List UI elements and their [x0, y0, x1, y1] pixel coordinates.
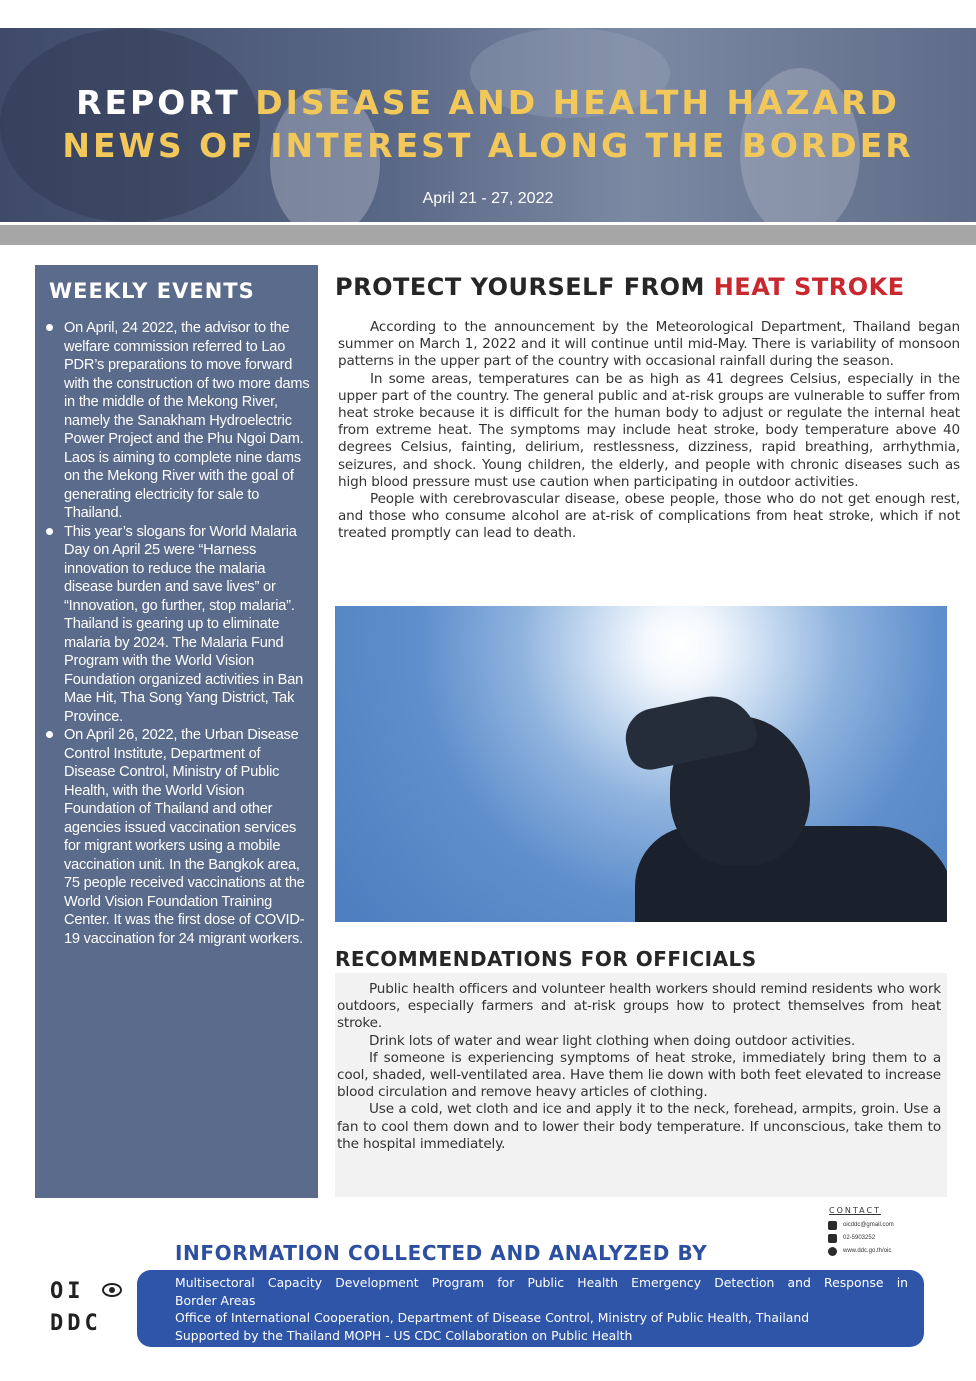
footer-heading: INFORMATION COLLECTED AND ANALYZED BY: [175, 1241, 708, 1265]
header-banner: [0, 28, 976, 222]
report-title-word: REPORT: [76, 83, 241, 122]
contact-phone-row: [828, 1232, 875, 1244]
footer-line: Supported by the Thailand MOPH - US CDC Collaboration on Public Health: [175, 1327, 633, 1343]
recommendation-paragraph: Public health officers and volunteer health workers should remind residents who work outdoors, especially farmers and at-risk groups how to protect themselves from heat stroke.: [337, 981, 941, 1032]
logo-text-top: OI: [50, 1279, 85, 1304]
weekly-events-panel: [35, 265, 318, 1198]
contact-email-row: [828, 1219, 894, 1231]
article-paragraph: People with cerebrovascular disease, obese people, those who do not get enough rest, and those who consume alcohol are at-risk of complications from heat stroke, which if not treated promptly can lead to death.: [338, 491, 960, 542]
contact-phone: 02-5903252: [843, 1235, 876, 1241]
article-paragraph: According to the announcement by the Meteorological Department, Thailand began summer on March 1, 2022 and it will continue until mid-May. There is variability of monsoon patterns in the upper part of the country with occasional rainfall during the season.: [338, 319, 960, 370]
header-divider-bar: [0, 225, 976, 245]
list-item: This year’s slogans for World Malaria Day on April 25 were “Harness innovation to reduce the malaria disease burden and save lives” or “Innovation, go further, stop malaria”. Thailand is gearing up to eliminate malaria by 2024. The Malaria Fund Program with the World Vision Foundation organized activities in Ban Mae Hit, Tha Song Yang District, Tak Province.: [45, 523, 313, 727]
recommendations-box: [335, 973, 947, 1197]
list-item: On April, 24 2022, the advisor to the welfare commission referred to Lao PDR’s preparations to move forward with the construction of two more dams in the middle of the Mekong River, namely the Sanakham Hydroelectric Power Project and the Phu Ngoi Dam. Laos is aiming to complete nine dams on the Mekong River with the goal of generating electricity for sale to Thailand.: [45, 319, 313, 523]
recommendation-paragraph: If someone is experiencing symptoms of heat stroke, immediately bring them to a cool, shaded, well-ventilated area. Have them lie down with both feet elevated to increase blood circulation and remove heavy articles of clothing.: [337, 1049, 941, 1101]
recommendation-paragraph: Drink lots of water and wear light clothing when doing outdoor activities.: [369, 1032, 856, 1049]
report-title-line-1: [0, 83, 976, 122]
recommendation-paragraph: Use a cold, wet cloth and ice and apply it to the neck, forehead, armpits, groin. Use a fan to cool them down and to lower their body temperature. If unconscious, take them to the hospital immediately.: [337, 1101, 941, 1152]
contact-title: CONTACT: [829, 1206, 881, 1215]
article-heading: [335, 273, 905, 301]
recommendations-heading: RECOMMENDATIONS FOR OFFICIALS: [335, 947, 757, 971]
article-body: [338, 319, 960, 543]
footer-line: Office of International Cooperation, Department of Disease Control, Ministry of Public Health, Thailand: [175, 1310, 810, 1325]
phone-icon: [828, 1234, 837, 1243]
list-item: On April 26, 2022, the Urban Disease Control Institute, Department of Disease Control, Ministry of Public Health, with the World Vision Foundation of Thailand and other agencies issued vaccination services for migrant workers using a mobile vaccination unit. In the Bangkok area, 75 people received vaccinations at the World Vision Foundation Training Center. It was the first dose of COVID-19 vaccination for 24 migrant workers.: [45, 726, 313, 948]
weekly-events-heading: WEEKLY EVENTS: [49, 279, 255, 303]
report-title-line-2: NEWS OF INTEREST ALONG THE BORDER: [62, 126, 914, 165]
article-heading-highlight: HEAT STROKE: [713, 273, 905, 301]
heat-stroke-photo: [335, 606, 947, 922]
footer-info-box: [137, 1270, 924, 1347]
contact-email[interactable]: oicddc@gmail.com: [843, 1222, 894, 1228]
report-title-rest: DISEASE AND HEALTH HAZARD: [255, 83, 900, 122]
weekly-events-list: [45, 319, 313, 948]
oic-ddc-logo: [50, 1279, 130, 1339]
contact-web-row: [828, 1245, 891, 1257]
report-date: April 21 - 27, 2022: [422, 190, 554, 207]
email-icon: [828, 1221, 837, 1230]
logo-text-bottom: DDC: [50, 1311, 102, 1336]
article-heading-prefix: PROTECT YOURSELF FROM: [335, 273, 705, 301]
footer-line: Border Areas: [175, 1292, 256, 1308]
article-paragraph: In some areas, temperatures can be as high as 41 degrees Celsius, especially in the upper part of the country. The general public and at-risk groups are vulnerable to suffer from heat stroke because it is difficult for the human body to adjust or regulate the internal heat from extreme heat. The symptoms may include heat stroke, body temperature above 40 degrees Celsius, fainting, delirium, restlessness, dizziness, rapid breathing, arrhythmia, seizures, and shock. Young children, the elderly, and people with chronic diseases such as high blood pressure must use caution when participating in outdoor activities.: [338, 370, 960, 490]
globe-icon: [828, 1247, 837, 1256]
footer-line: Multisectoral Capacity Development Program for Public Health Emergency Detection and Response in: [175, 1275, 908, 1290]
eye-icon: [102, 1283, 122, 1297]
recommendations-body: [337, 981, 941, 1153]
contact-web[interactable]: www.ddc.go.th/oic: [843, 1248, 892, 1254]
